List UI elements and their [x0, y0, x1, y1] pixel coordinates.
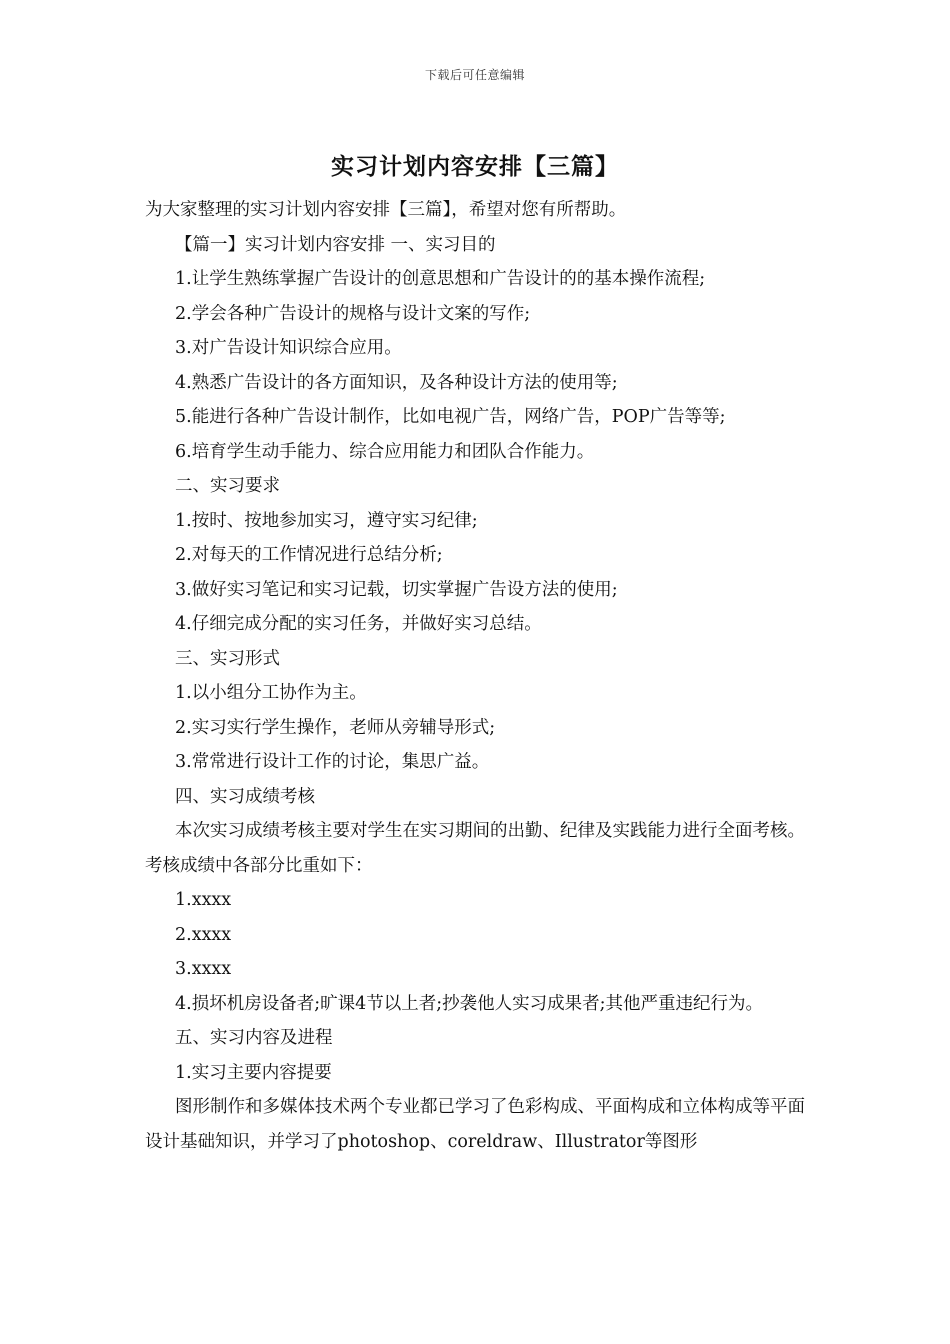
document-title: 实习计划内容安排【三篇】	[331, 153, 619, 180]
list-item: 3.xxxx	[175, 959, 232, 979]
list-item: 1.实习主要内容提要	[175, 1062, 332, 1083]
list-item: 1.让学生熟练掌握广告设计的创意思想和广告设计的的基本操作流程;	[175, 269, 706, 289]
paragraph: 图形制作和多媒体技术两个专业都已学习了色彩构成、平面构成和立体构成等平面设计基础知识，并学习了photoshop、coreldraw、Illustrator等图形	[145, 1097, 805, 1152]
list-item: 4.熟悉广告设计的各方面知识，及各种设计方法的使用等;	[175, 372, 618, 393]
header-note: 下载后可任意编辑	[424, 68, 525, 82]
list-item: 4.损坏机房设备者;旷课4节以上者;抄袭他人实习成果者;其他严重违纪行为。	[175, 993, 764, 1014]
section-heading: 五、实习内容及进程	[175, 1028, 333, 1048]
list-item: 1.以小组分工协作为主。	[175, 683, 367, 703]
paragraph: 【篇一】实习计划内容安排 一、实习目的	[175, 234, 496, 255]
list-item: 3.常常进行设计工作的讨论，集思广益。	[175, 752, 490, 772]
list-item: 6.培育学生动手能力、综合应用能力和团队合作能力。	[175, 441, 595, 462]
list-item: 2.对每天的工作情况进行总结分析;	[175, 545, 443, 565]
list-item: 1.按时、按地参加实习，遵守实习纪律;	[175, 510, 478, 531]
list-item: 1.xxxx	[175, 890, 232, 910]
list-item: 3.做好实习笔记和实习记载，切实掌握广告设方法的使用;	[175, 579, 618, 600]
list-item: 4.仔细完成分配的实习任务，并做好实习总结。	[175, 614, 542, 634]
document-body	[145, 193, 810, 1159]
list-item: 2.学会各种广告设计的规格与设计文案的写作;	[175, 303, 531, 324]
list-item: 2.xxxx	[175, 924, 232, 945]
section-heading: 二、实习要求	[175, 476, 280, 496]
paragraph: 本次实习成绩考核主要对学生在实习期间的出勤、纪律及实践能力进行全面考核。考核成绩中各部分比重如下：	[145, 821, 805, 876]
list-item: 2.实习实行学生操作，老师从旁辅导形式;	[175, 717, 496, 738]
section-heading: 四、实习成绩考核	[175, 786, 315, 807]
paragraph: 为大家整理的实习计划内容安排【三篇】，希望对您有所帮助。	[145, 200, 627, 220]
list-item: 3.对广告设计知识综合应用。	[175, 338, 402, 358]
section-heading: 三、实习形式	[175, 648, 280, 669]
list-item: 5.能进行各种广告设计制作，比如电视广告，网络广告，POP广告等等;	[175, 407, 726, 427]
